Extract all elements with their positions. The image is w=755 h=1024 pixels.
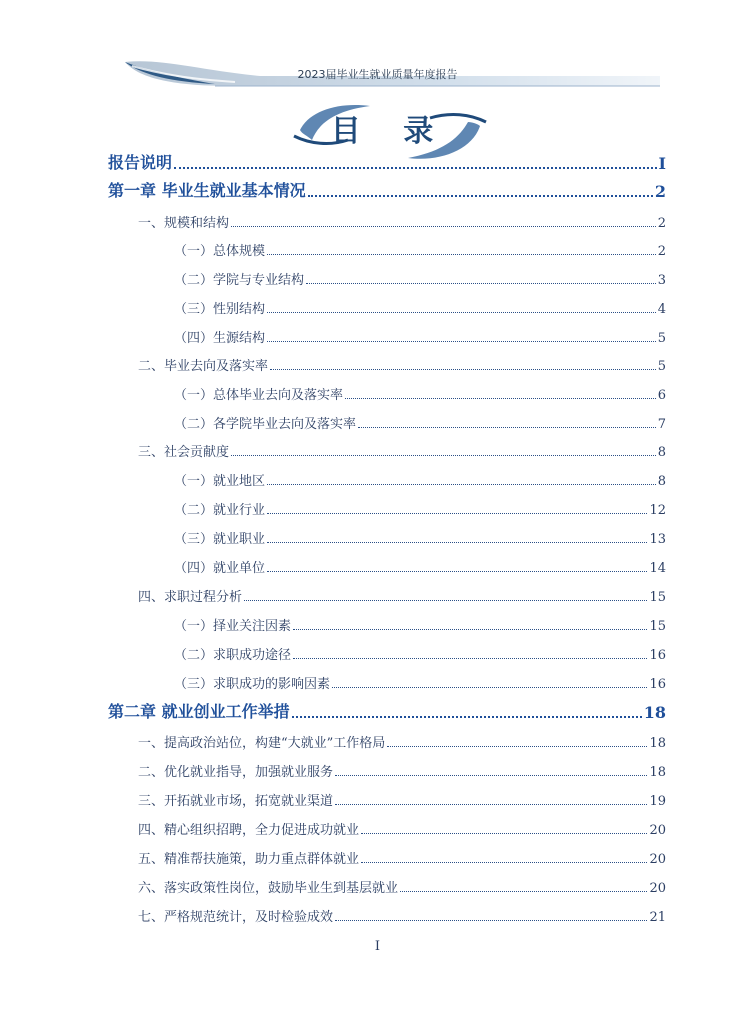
toc-entry[interactable] (108, 150, 666, 173)
toc-entry-page: 18 (649, 736, 666, 751)
toc-entry[interactable] (138, 819, 666, 838)
toc-entry[interactable] (174, 557, 666, 576)
toc-leader-dots (267, 571, 647, 572)
toc-leader-dots (335, 804, 647, 805)
toc-leader-dots (293, 658, 647, 659)
toc-entry-title: （一）总体毕业去向及落实率 (174, 388, 344, 403)
toc-entry-title: 三、社会贡献度 (138, 445, 230, 460)
toc-entry-title: （四）生源结构 (174, 331, 266, 346)
toc-entry[interactable] (108, 699, 666, 722)
toc-entry-page: 6 (657, 388, 666, 403)
toc-entry-page: 13 (649, 532, 666, 547)
toc-leader-dots (270, 369, 656, 370)
toc-entry[interactable] (138, 212, 666, 231)
toc-leader-dots (335, 920, 647, 921)
toc-entry-page: 21 (649, 910, 666, 925)
toc-entry-page: 3 (657, 273, 666, 288)
toc-entry-title: 五、精准帮扶施策，助力重点群体就业 (138, 852, 360, 867)
page-number: I (374, 939, 381, 954)
header-wave-decoration (0, 0, 755, 100)
toc-leader-dots (174, 167, 657, 169)
toc-entry-title: 二、毕业去向及落实率 (138, 359, 269, 374)
toc-leader-dots (400, 891, 647, 892)
toc-entry[interactable] (138, 848, 666, 867)
toc-entry-page: 5 (657, 359, 666, 374)
toc-entry[interactable] (174, 384, 666, 403)
toc-entry-page: 18 (649, 765, 666, 780)
toc-leader-dots (361, 862, 647, 863)
toc-entry[interactable] (174, 615, 666, 634)
toc-entry[interactable] (174, 528, 666, 547)
page-header (0, 0, 755, 100)
toc-leader-dots (231, 226, 656, 227)
toc-entry-page: 2 (654, 182, 666, 201)
toc-entry-page: 20 (649, 881, 666, 896)
toc-entry-title: （三）求职成功的影响因素 (174, 677, 331, 692)
toc-entry-title: （二）就业行业 (174, 503, 266, 518)
toc-entry-page: 20 (649, 852, 666, 867)
toc-entry-title: 四、求职过程分析 (138, 590, 243, 605)
toc-entry-title: 第二章 就业创业工作举措 (108, 702, 290, 721)
toc-leader-dots (267, 312, 656, 313)
toc-entry[interactable] (174, 470, 666, 489)
toc-leader-dots (387, 746, 647, 747)
toc-entry[interactable] (138, 732, 666, 751)
toc-leader-dots (335, 775, 647, 776)
toc-leader-dots (244, 600, 647, 601)
toc-leader-dots (361, 833, 647, 834)
toc-entry[interactable] (138, 355, 666, 374)
toc-entry[interactable] (174, 673, 666, 692)
toc-heading: 目 录 (330, 114, 450, 149)
toc-entry-page: 20 (649, 823, 666, 838)
toc-entry-page: 12 (649, 503, 666, 518)
toc-entry-title: 第一章 毕业生就业基本情况 (108, 181, 306, 200)
toc-leader-dots (231, 455, 656, 456)
toc-entry-title: （二）学院与专业结构 (174, 273, 305, 288)
toc-entry-title: （一）总体规模 (174, 244, 266, 259)
toc-entry-title: （二）各学院毕业去向及落实率 (174, 417, 357, 432)
toc-entry-title: （四）就业单位 (174, 561, 266, 576)
toc-entry[interactable] (174, 269, 666, 288)
toc-entry-page: 8 (657, 474, 666, 489)
toc-entry-page: 8 (657, 445, 666, 460)
toc-entry-page: 7 (657, 417, 666, 432)
toc-leader-dots (267, 513, 647, 514)
toc-entry-page: 2 (657, 244, 666, 259)
toc-entry-page: 15 (649, 590, 666, 605)
toc-entry-title: （一）择业关注因素 (174, 619, 292, 634)
toc-entry-page: 16 (649, 648, 666, 663)
toc-leader-dots (267, 542, 647, 543)
toc-entry-title: 二、优化就业指导，加强就业服务 (138, 765, 334, 780)
toc-entry-page: 2 (657, 216, 666, 231)
toc-entry[interactable] (138, 761, 666, 780)
toc-leader-dots (308, 195, 653, 197)
header-title: 2023届毕业生就业质量年度报告 (297, 68, 458, 81)
toc-entry-page: 14 (649, 561, 666, 576)
toc-leader-dots (306, 283, 656, 284)
toc-leader-dots (293, 629, 647, 630)
toc-leader-dots (332, 687, 647, 688)
toc-entry[interactable] (174, 413, 666, 432)
toc-entry[interactable] (138, 790, 666, 809)
toc-entry[interactable] (174, 327, 666, 346)
toc-leader-dots (267, 484, 656, 485)
toc-leader-dots (345, 398, 656, 399)
toc-entry-page: 16 (649, 677, 666, 692)
toc-entry-page: I (658, 154, 666, 173)
toc-entry-title: 四、精心组织招聘，全力促进成功就业 (138, 823, 360, 838)
toc-entry[interactable] (108, 178, 666, 201)
toc-entry-title: （三）就业职业 (174, 532, 266, 547)
toc-entry-title: 七、严格规范统计，及时检验成效 (138, 910, 334, 925)
toc-leader-dots (358, 427, 656, 428)
toc-entry-page: 18 (643, 703, 666, 722)
toc-entry[interactable] (138, 441, 666, 460)
toc-entry[interactable] (138, 586, 666, 605)
toc-leader-dots (267, 254, 656, 255)
toc-entry[interactable] (174, 644, 666, 663)
toc-entry-title: 六、落实政策性岗位，鼓励毕业生到基层就业 (138, 881, 399, 896)
toc-entry-page: 19 (649, 794, 666, 809)
toc-entry[interactable] (174, 499, 666, 518)
toc-entry[interactable] (174, 298, 666, 317)
toc-leader-dots (267, 341, 656, 342)
toc-entry-page: 15 (649, 619, 666, 634)
toc-entry-title: （三）性别结构 (174, 302, 266, 317)
toc-entry-title: 报告说明 (108, 153, 173, 172)
toc-entry[interactable] (138, 906, 666, 925)
toc-entry-title: （一）就业地区 (174, 474, 266, 489)
toc-entry-page: 4 (657, 302, 666, 317)
toc-leader-dots (292, 716, 642, 718)
toc-entry-title: 一、提高政治站位，构建“大就业”工作格局 (138, 736, 386, 751)
toc-entry[interactable] (174, 240, 666, 259)
toc-entry-title: 一、规模和结构 (138, 216, 230, 231)
toc-entry[interactable] (138, 877, 666, 896)
toc-entry-page: 5 (657, 331, 666, 346)
toc-entry-title: （二）求职成功途径 (174, 648, 292, 663)
toc-entry-title: 三、开拓就业市场，拓宽就业渠道 (138, 794, 334, 809)
